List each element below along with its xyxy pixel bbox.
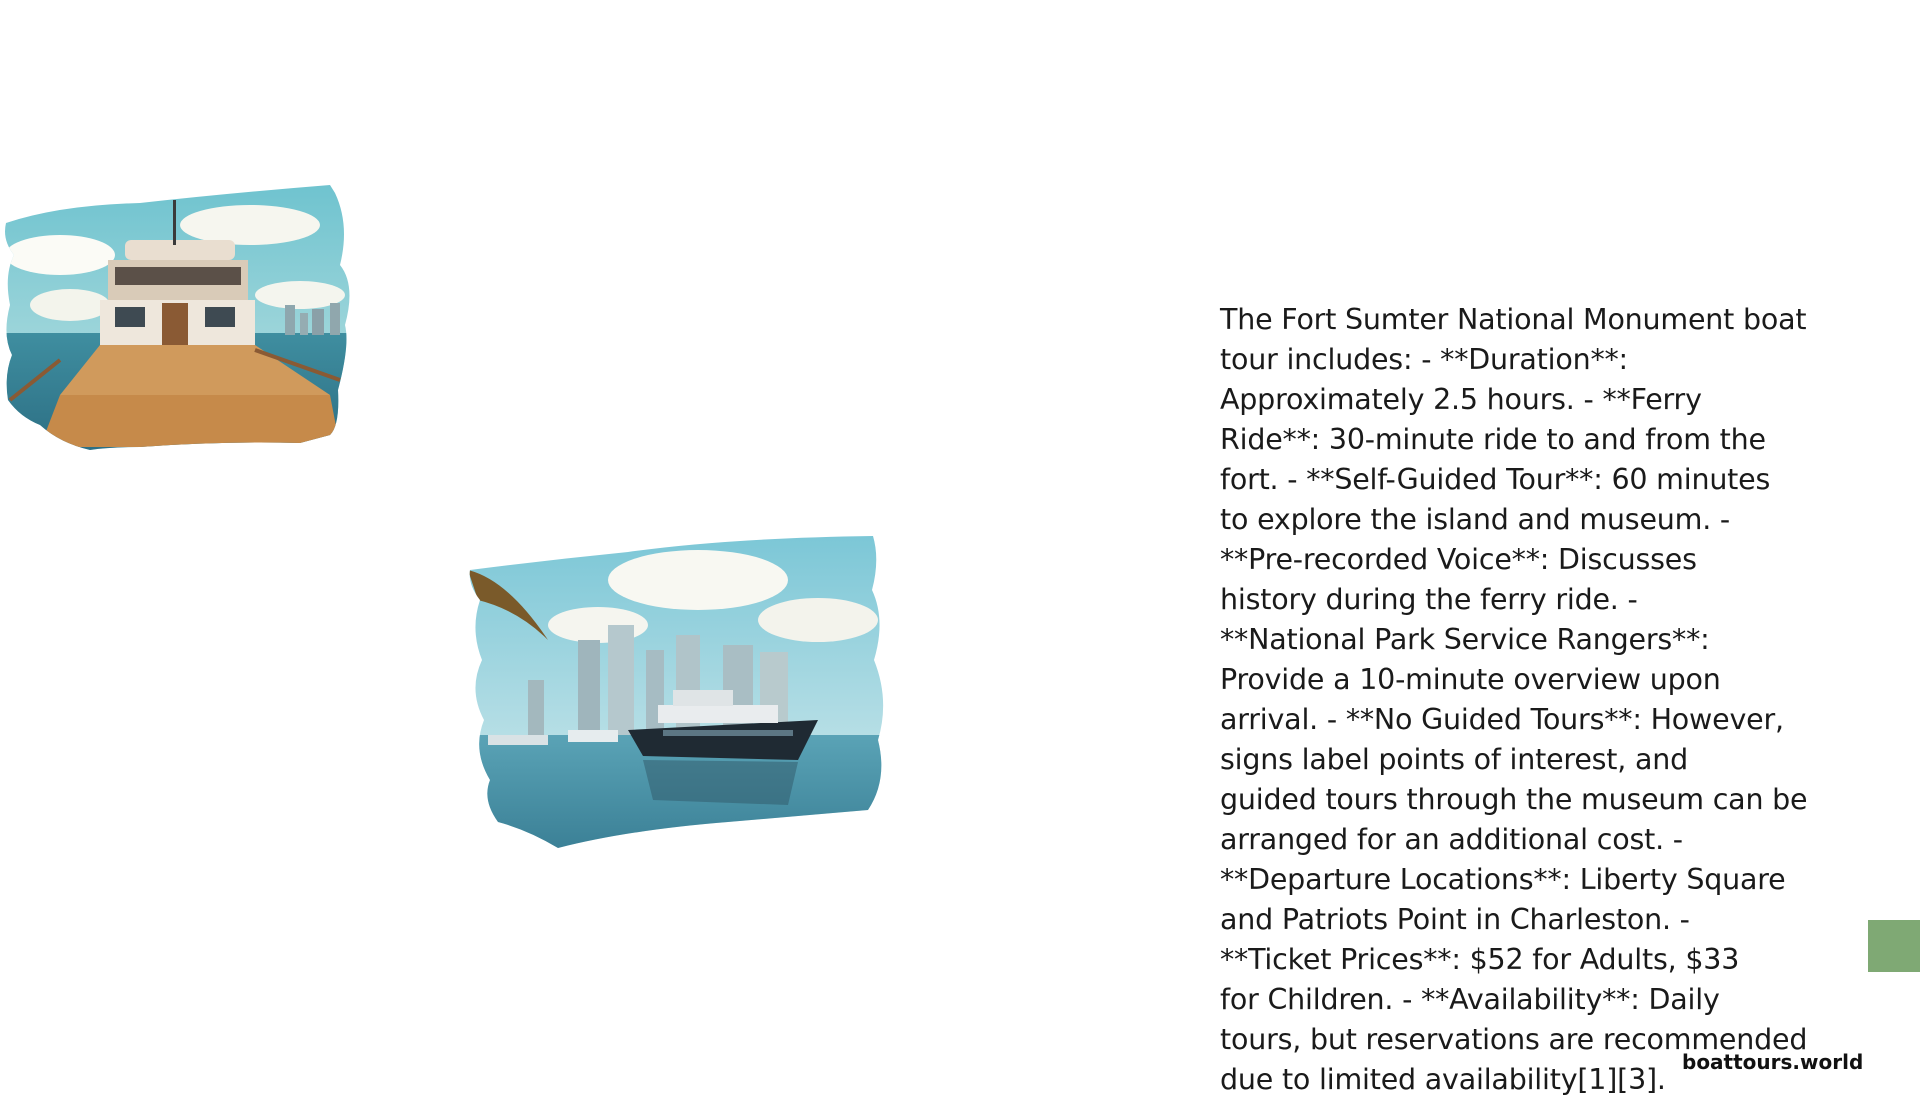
tour-description bbox=[1220, 300, 1860, 1100]
description-line: tour includes: - **Duration**: bbox=[1220, 343, 1628, 376]
description-line: Approximately 2.5 hours. - **Ferry bbox=[1220, 383, 1702, 416]
description-line: arrival. - **No Guided Tours**: However, bbox=[1220, 703, 1784, 736]
description-line: arranged for an additional cost. - bbox=[1220, 823, 1683, 856]
description-line: **Pre-recorded Voice**: Discusses bbox=[1220, 543, 1697, 576]
description-line: fort. - **Self-Guided Tour**: 60 minutes bbox=[1220, 463, 1771, 496]
description-line: **National Park Service Rangers**: bbox=[1220, 623, 1710, 656]
description-line: due to limited availability[1][3]. bbox=[1220, 1063, 1666, 1096]
description-line: Provide a 10-minute overview upon bbox=[1220, 663, 1721, 696]
description-line: The Fort Sumter National Monument boat bbox=[1220, 303, 1807, 336]
green-side-tab[interactable] bbox=[1868, 920, 1920, 972]
description-line: signs label points of interest, and bbox=[1220, 743, 1689, 776]
description-line: to explore the island and museum. - bbox=[1220, 503, 1731, 536]
description-line: tours, but reservations are recommended bbox=[1220, 1023, 1808, 1056]
ferry-deck-photo bbox=[0, 185, 432, 505]
description-line: guided tours through the museum can be bbox=[1220, 783, 1808, 816]
description-line: history during the ferry ride. - bbox=[1220, 583, 1638, 616]
description-line: for Children. - **Availability**: Daily bbox=[1220, 983, 1720, 1016]
description-line: **Ticket Prices**: $52 for Adults, $33 bbox=[1220, 943, 1740, 976]
site-watermark: boattours.world bbox=[1682, 1050, 1864, 1074]
description-line: and Patriots Point in Charleston. - bbox=[1220, 903, 1690, 936]
description-line: **Departure Locations**: Liberty Square bbox=[1220, 863, 1786, 896]
description-line: Ride**: 30-minute ride to and from the bbox=[1220, 423, 1766, 456]
marina-yacht-photo bbox=[468, 530, 904, 853]
